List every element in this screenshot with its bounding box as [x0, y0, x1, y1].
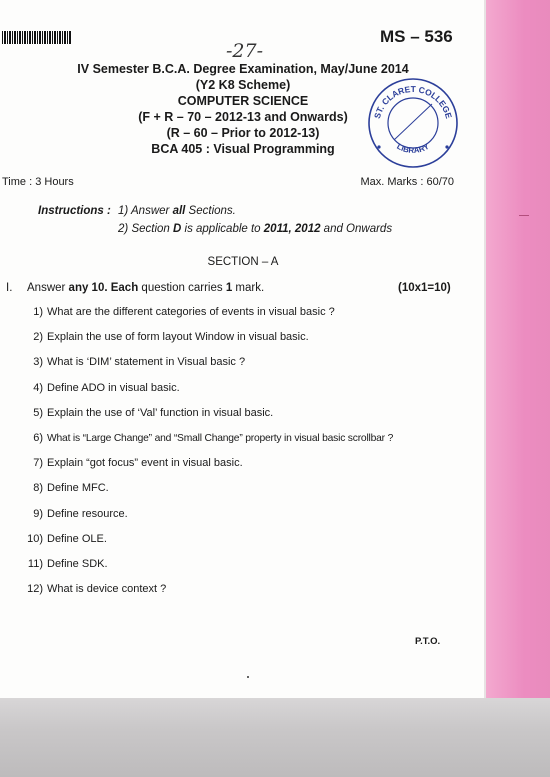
stamp-top-text: ST. CLARET COLLEGE: [371, 83, 455, 120]
instruction-2: 2) Section D is applicable to 2011, 2012 and Onwards: [118, 223, 393, 235]
list-item: 8) Define MFC.: [33, 482, 109, 495]
scheme-line: (Y2 K8 Scheme): [195, 78, 291, 92]
batch-line-1: (F + R – 70 – 2012-13 and Onwards): [138, 110, 348, 124]
exam-title: IV Semester B.C.A. Degree Examination, May/June 2014: [77, 62, 409, 76]
paper-code: MS – 536: [380, 27, 453, 46]
list-item: 2) Explain the use of form layout Window in visual basic.: [33, 331, 309, 344]
list-item: 10) Define OLE.: [27, 532, 107, 545]
list-item: 5) Explain the use of ‘Val’ function in visual basic.: [33, 406, 274, 419]
list-item: 3) What is ‘DIM’ statement in Visual basic ?: [33, 356, 246, 369]
library-stamp: [366, 76, 460, 170]
list-item: 7) Explain “got focus” event in visual basic.: [33, 457, 243, 470]
question-marks: (10x1=10): [398, 282, 451, 294]
time-allowed: Time : 3 Hours: [2, 176, 74, 188]
batch-line-2: (R – 60 – Prior to 2012-13): [166, 126, 320, 140]
pink-backing-sheet: [486, 0, 550, 710]
list-item: 6) What is “Large Change” and “Small Change” property in visual basic scrollbar ?: [33, 431, 394, 444]
instructions-label: Instructions :: [38, 205, 111, 217]
pto-note: P.T.O.: [415, 636, 441, 647]
margin-mark: [519, 215, 529, 216]
section-heading: SECTION – A: [207, 256, 279, 268]
list-item: 9) Define resource.: [33, 507, 128, 520]
question-list: [23, 306, 393, 608]
question-intro: I. Answer any 10. Each question carries 1 mark.: [6, 282, 265, 294]
list-item: 11) Define SDK.: [27, 557, 108, 570]
handwritten-page-number: -27-: [226, 40, 264, 62]
scan-shadow: [0, 698, 550, 777]
list-item: 12) What is device context ?: [27, 583, 167, 596]
stamp-bottom-text: LIBRARY: [395, 141, 431, 156]
list-item: 4) Define ADO in visual basic.: [33, 381, 180, 394]
list-item: 1) What are the different categories of events in visual basic ?: [33, 306, 335, 318]
max-marks: Max. Marks : 60/70: [360, 176, 454, 188]
instruction-1: 1) Answer all Sections.: [118, 205, 236, 217]
barcode: [2, 31, 72, 44]
svg-text:LIBRARY: [395, 142, 431, 156]
subject-line: COMPUTER SCIENCE: [177, 94, 309, 108]
speck: [247, 676, 249, 678]
course-line: BCA 405 : Visual Programming: [151, 142, 335, 156]
